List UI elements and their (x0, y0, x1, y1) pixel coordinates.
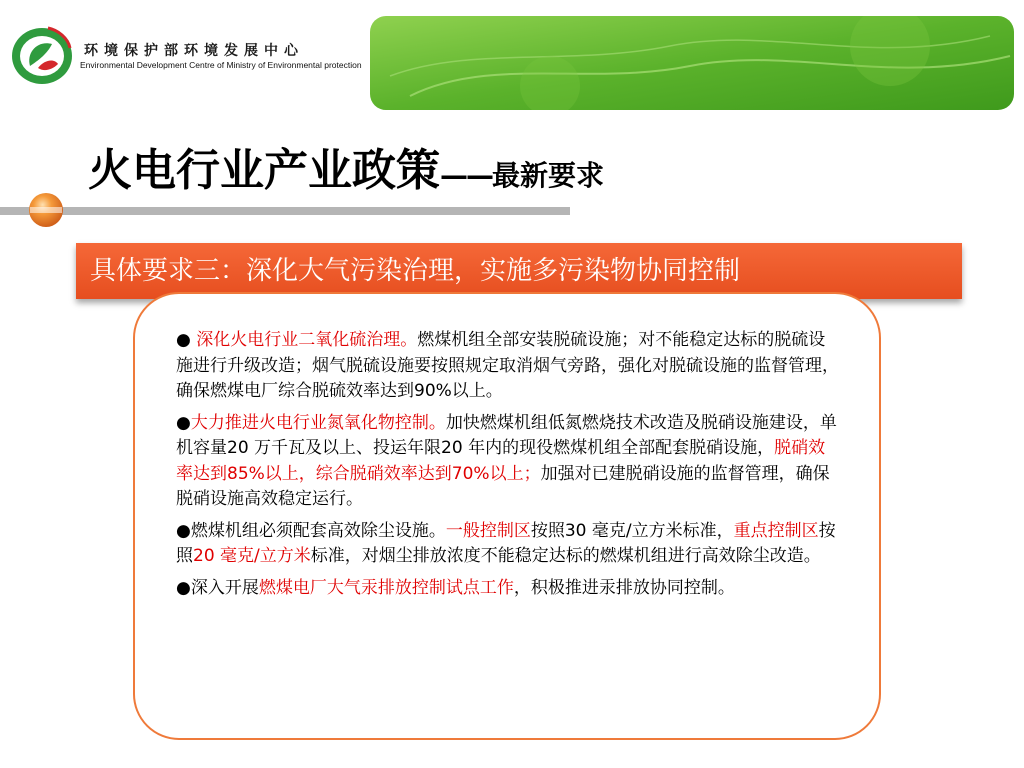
paragraph-so2 (176, 328, 840, 405)
paragraph-mercury (176, 576, 840, 602)
page-title (88, 134, 604, 198)
highlight-text: 深化火电行业二氧化硫治理。 (196, 330, 418, 350)
subtitle-bar: 具体要求三：深化大气污染治理，实施多污染物协同控制 (76, 243, 962, 299)
body-text: 加强对已建脱硝设施的监督管理，确保脱硝设施高效稳定运行。 (176, 463, 830, 509)
bullet: ● (176, 330, 197, 350)
body-text: 按照 (176, 520, 836, 566)
paragraph-dust (176, 519, 840, 570)
title-underline (0, 207, 570, 215)
body-text: 燃煤机组全部安装脱硫设施；对不能稳定达标的脱硫设施进行升级改造；烟气脱硫设施要按照规定取消烟气旁路，强化对脱硫设施的监督管理，确保燃煤电厂综合脱硫效率达到90%以上。 (176, 330, 839, 401)
highlight-text: 脱硝效率达到85%以上，综合脱硝效率达到70%以上； (176, 438, 826, 484)
body-text: 深入开展 (190, 577, 259, 598)
organization-logo-icon (8, 22, 78, 88)
highlight-text: 大力推进火电行业氮氧化物控制。 (190, 412, 446, 433)
body-text: 按照30 毫克/立方米标准， (530, 520, 734, 541)
content-body (176, 328, 840, 607)
highlight-text: 一般控制区 (445, 520, 531, 541)
organization-name-en: Environmental Development Centre of Ministry of Environmental protection (80, 60, 362, 70)
highlight-text: 燃煤电厂大气汞排放控制试点工作 (258, 577, 514, 598)
title-main: 火电行业产业政策 (88, 145, 440, 196)
header-banner (370, 16, 1014, 110)
title-dash: —— (440, 159, 492, 192)
organization-name-cn: 环境保护部环境发展中心 (84, 43, 304, 59)
highlight-text: 20 毫克/立方米 (193, 546, 311, 566)
bullet: ● (176, 412, 191, 433)
title-sub: 最新要求 (492, 159, 605, 192)
body-text: 燃煤机组必须配套高效除尘设施。 (190, 520, 446, 541)
body-text: 加快燃煤机组低氮燃烧技术改造及脱硝设施建设，单机容量20 万千瓦及以上、投运年限20 年内的现役燃煤机组全部配套脱硝设施， (176, 412, 837, 458)
highlight-text: 重点控制区 (733, 520, 819, 541)
body-text: 标准，对烟尘排放浓度不能稳定达标的燃煤机组进行高效除尘改造。 (310, 546, 821, 566)
bullet: ● (176, 520, 191, 541)
paragraph-nox (176, 411, 840, 513)
orange-ball-icon (26, 190, 66, 230)
bullet: ● (176, 577, 191, 598)
body-text: ，积极推进汞排放协同控制。 (513, 577, 735, 598)
